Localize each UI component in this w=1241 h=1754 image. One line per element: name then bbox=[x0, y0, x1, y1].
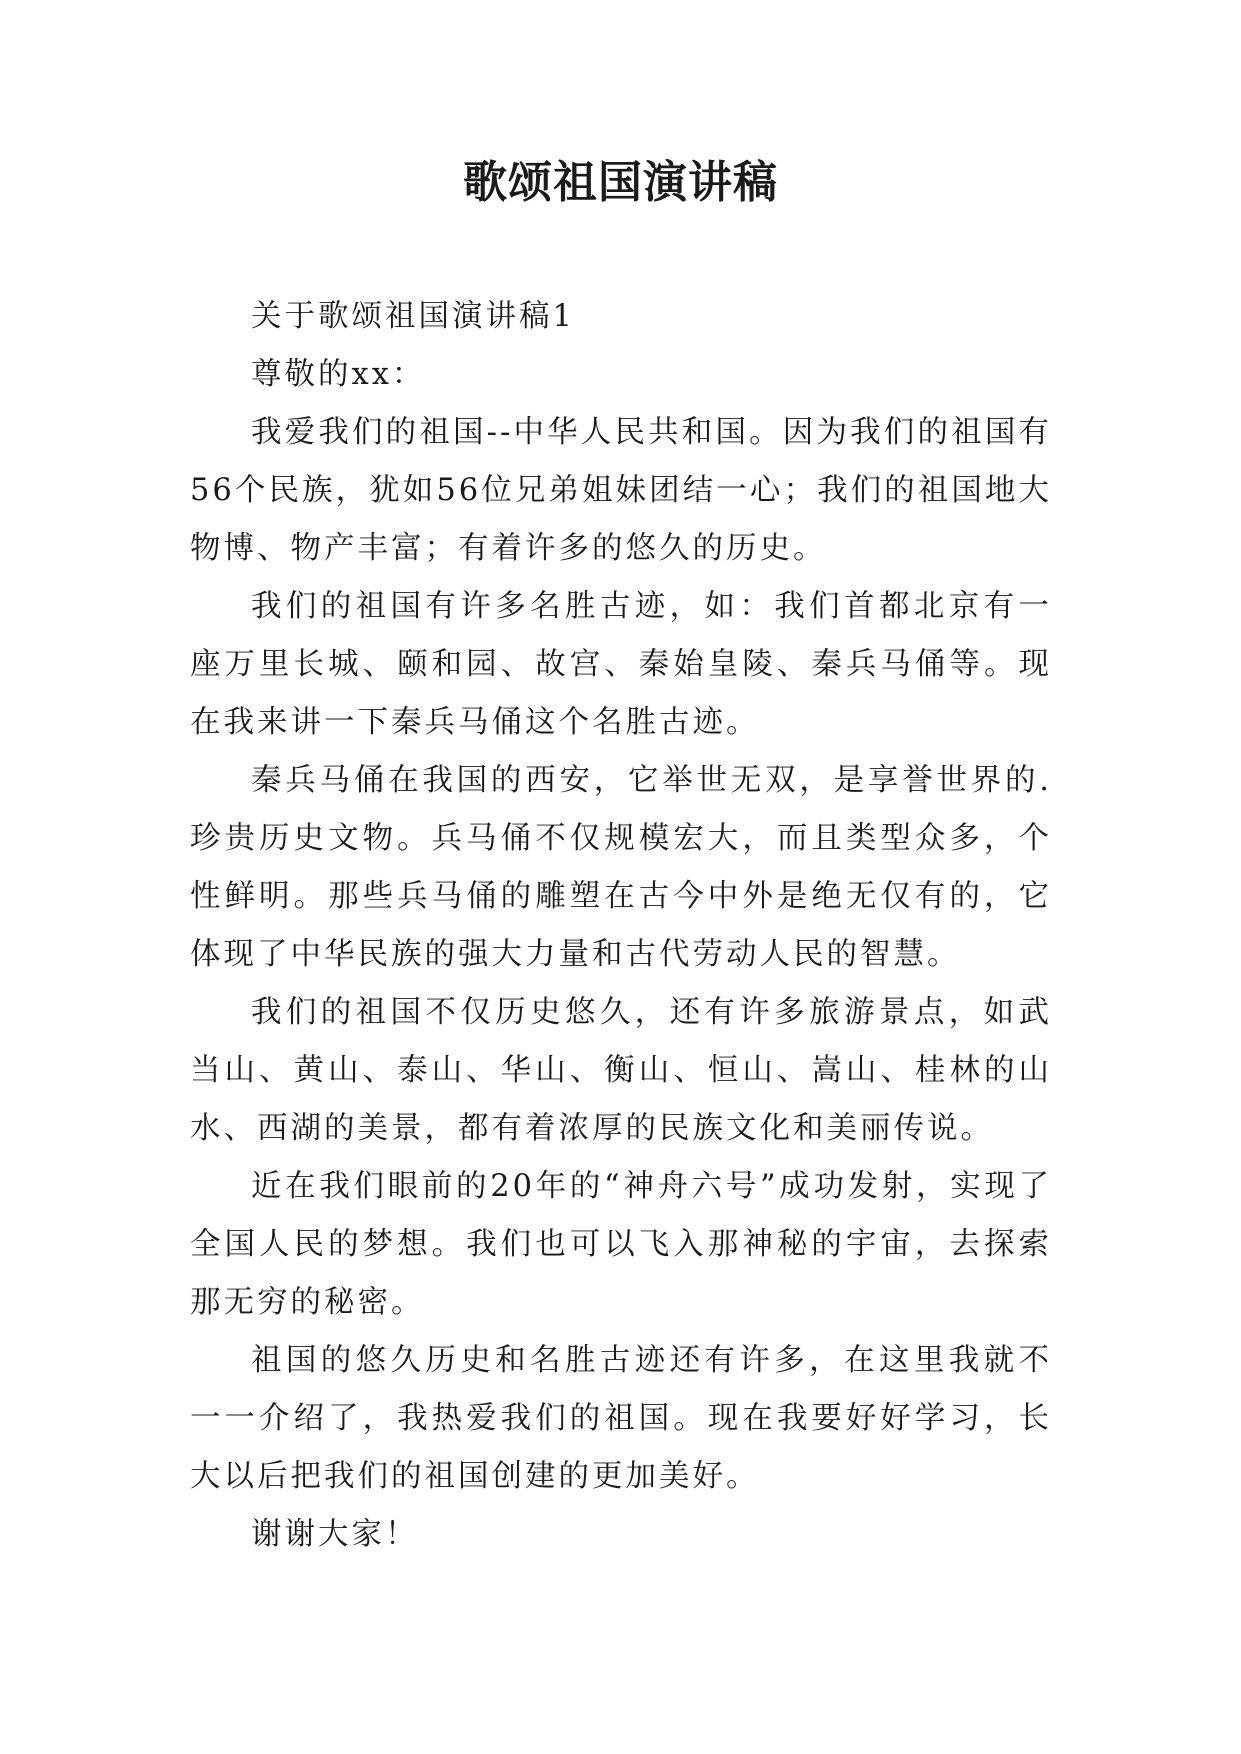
salutation-paragraph: 尊敬的xx： bbox=[251, 357, 426, 392]
document-body bbox=[190, 288, 1052, 1564]
body-paragraph: 祖国的悠久历史和名胜古迹还有许多，在这里我就不一一介绍了，我热爱我们的祖国。现在我要好好学习，长大以后把我们的祖国创建的更加美好。 bbox=[190, 1343, 1052, 1494]
body-paragraph: 近在我们眼前的20年的“神舟六号”成功发射，实现了全国人民的梦想。我们也可以飞入那神秘的宇宙，去探索那无穷的秘密。 bbox=[190, 1169, 1052, 1320]
body-paragraph: 秦兵马俑在我国的西安，它举世无双，是享誉世界的.珍贵历史文物。兵马俑不仅规模宏大，而且类型众多，个性鲜明。那些兵马俑的雕塑在古今中外是绝无仅有的，它体现了中华民族的强大力量和古代劳动人民的智慧。 bbox=[190, 763, 1052, 972]
subtitle-paragraph: 关于歌颂祖国演讲稿1 bbox=[251, 299, 575, 334]
closing-paragraph: 谢谢大家！ bbox=[251, 1517, 419, 1552]
body-paragraph: 我们的祖国不仅历史悠久，还有许多旅游景点，如武当山、黄山、泰山、华山、衡山、恒山、嵩山、桂林的山水、西湖的美景，都有着浓厚的民族文化和美丽传说。 bbox=[190, 995, 1052, 1146]
body-paragraph: 我们的祖国有许多名胜古迹，如：我们首都北京有一座万里长城、颐和园、故宫、秦始皇陵、秦兵马俑等。现在我来讲一下秦兵马俑这个名胜古迹。 bbox=[190, 589, 1052, 740]
document-title: 歌颂祖国演讲稿 bbox=[463, 157, 778, 208]
body-paragraph: 我爱我们的祖国--中华人民共和国。因为我们的祖国有56个民族，犹如56位兄弟姐妹团结一心；我们的祖国地大物博、物产丰富；有着许多的悠久的历史。 bbox=[190, 415, 1052, 566]
